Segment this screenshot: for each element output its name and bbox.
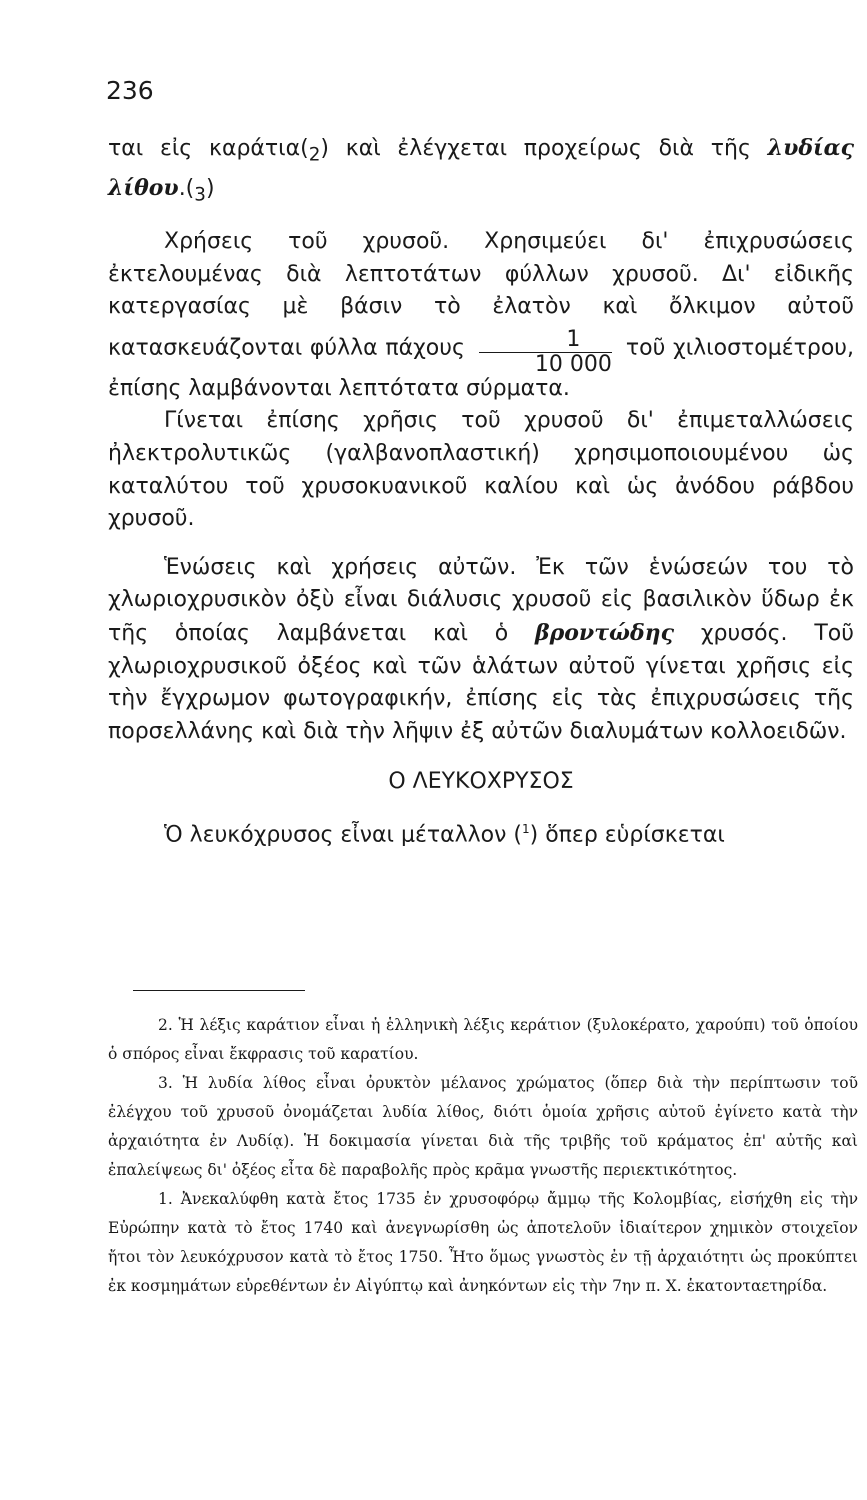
section-title-compounds: Ἑνώσεις καὶ χρήσεις αὐτῶν. [164,554,517,580]
paragraph-electroplating: Γίνεται ἐπίσης χρῆσις τοῦ χρυσοῦ δι' ἐπιμεταλλώσεις ἠλεκτρολυτικῶς (γαλβανοπλαστική) χρησιμοποιουμένου ὡς καταλύτου τοῦ χρυσοκυανικοῦ καλίου καὶ ὡς ἀνόδου ράβδου χρυσοῦ. [108,408,854,532]
main-text [108,132,854,852]
footnote-divider [133,990,305,991]
fraction: $\frac{1}{10 000}$ [479,328,612,377]
footnote: 1. Ἀνεκαλύφθη κατὰ ἔτος 1735 ἐν χρυσοφόρῳ ἄμμῳ τῆς Κολομβίας, εἰσήχθη εἰς τὴν Εὐρώπην κατὰ τὸ ἔτος 1740 καὶ ἀνεγνωρίσθη ὡς ἀποτελοῦν ἰδιαίτερον χημικὸν στοιχεῖον ἤτοι τὸν λευκόχρυσον κατὰ τὸ ἔτος 1750. Ἦτο ὅμως γνωστὸς ἐν τῇ ἀρχαιότητι ὡς προκύπτει ἐκ κοσμημάτων εὑρεθέντων ἐν Αἰγύπτῳ καὶ ἀνηκόντων εἰς τὴν 7ην π. Χ. ἑκατονταετηρίδα. [108,1190,858,1295]
chapter-heading: Ο ΛΕΥΚΟΧΡΥΣΟΣ [388,769,574,795]
section-title-uses: Χρήσεις τοῦ χρυσοῦ. [164,228,450,254]
paragraph-compounds: Ἑνώσεις καὶ χρήσεις αὐτῶν. Ἐκ τῶν ἑνώσεών του τὸ χλωριοχρυσικὸν ὀξὺ εἶναι διάλυσις χρυσοῦ εἰς βασιλικὸν ὕδωρ ἐκ τῆς ὁποίας λαμβάνεται καὶ ὁ βροντώδης χρυσός. Τοῦ χλωριοχρυσικοῦ ὀξέος καὶ τῶν ἁλάτων αὐτοῦ γίνεται χρῆσις εἰς τὴν ἔγχρωμον φωτογραφικήν, ἐπίσης εἰς τὰς ἐπιχρυσώσεις τῆς πορσελλάνης καὶ διὰ τὴν λῆψιν ἐξ αὐτῶν διαλυμάτων κολλοειδῶν. [108,554,854,744]
paragraph-continuation: ται εἰς $\kappa\alpha\rho ά\tau\iota\alpha(_2)$ καὶ ἐλέγχεται προχείρως διὰ τῆς λυδίας $\lambda ί\theta o\upsilon.(_3)$ [108,135,854,206]
footnote: 3. Ἡ λυδία λίθος εἶναι ὀρυκτὸν μέλανος χρώματος (ὅπερ διὰ τὴν περίπτωσιν τοῦ ἐλέγχου τοῦ χρυσοῦ ὀνομάζεται λυδία λίθος, διότι ὁμοία χρῆσις αὐτοῦ ἐγίνετο κατὰ τὴν ἀρχαιότητα ἐν Λυδίᾳ). Ἡ δοκιμασία γίνεται διὰ τῆς τριβῆς τοῦ κράματος ἐπ' αὐτῆς καὶ ἐπαλείψεως δι' ὀξέος εἶτα δὲ παραβολῆς πρὸς κρᾶμα γνωστῆς περιεκτικότητος. [108,1074,858,1179]
page-number: 236 [106,76,154,105]
footnotes [108,1011,858,1301]
paragraph-uses-of-gold: Χρήσεις τοῦ χρυσοῦ. Χρησιμεύει δι' ἐπιχρυσώσεις ἐκτελουμένας διὰ λεπτοτάτων φύλλων χρυσοῦ. Δι' εἰδικῆς κατεργασίας μὲ βάσιν τὸ ἐλατὸν καὶ ὄλκιμον αὐτοῦ κατασκευάζονται φύλλα πάχους $\frac{1}{10 000}$ τοῦ χιλιοστομέτρου, ἐπίσης λαμβάνονται λεπτότατα σύρματα. [108,228,855,401]
footnote: 2. Ἡ λέξις καράτιον εἶναι ἡ ἑλληνικὴ λέξις κεράτιον (ξυλοκέρατο, χαρούπι) τοῦ ὁποίου ὁ σπόρος εἶναι ἔκφρασις τοῦ καρατίου. [108,1016,858,1063]
paragraph-platinum: Ὁ λευκόχρυσος εἶναι μέταλλον ($^1$) ὅπερ εὑρίσκεται [164,821,725,848]
